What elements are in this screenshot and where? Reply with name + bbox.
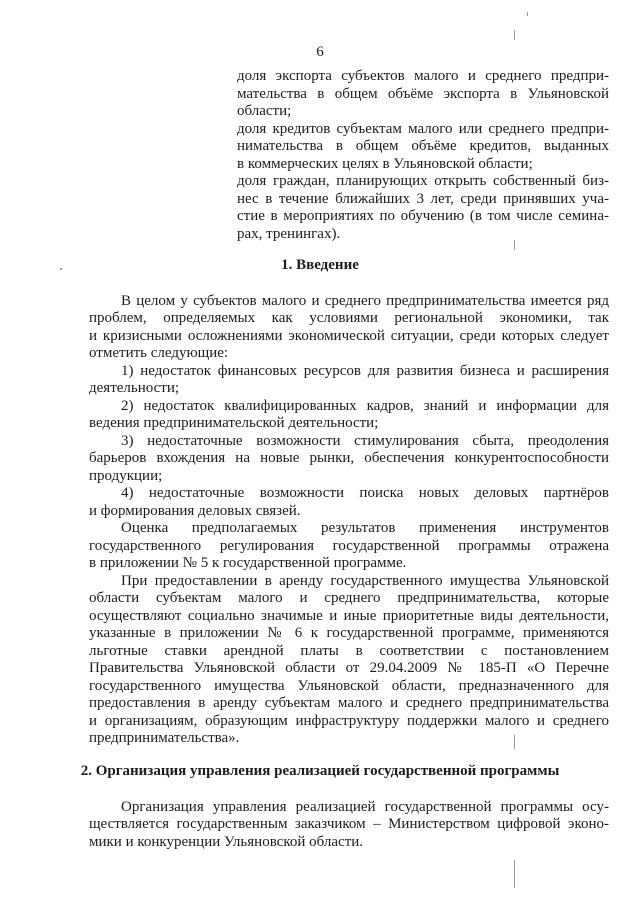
list-item-line: и формирования деловых связей. [89,503,301,519]
scan-mark [514,860,515,888]
indicator-line: доля экспорта субъектов малого и среднего предпри- [237,68,609,84]
scan-mark [527,12,528,16]
paragraph-line: льготные ставки арендной платы в соответствии с постановлением [89,643,609,659]
paragraph-line: ществляется государственным заказчиком – Министерством цифровой эконо- [89,816,609,832]
scan-mark [514,30,515,40]
list-item-line: 3) недостаточные возможности стимулирования сбыта, преодоления [121,433,609,449]
indicator-line: доля граждан, планирующих открыть собственный биз- [237,173,609,189]
page-number: 6 [316,44,324,60]
paragraph-line: мики и конкуренции Ульяновской области. [89,834,364,850]
paragraph-line: осуществляют социально значимые и иные приоритетные виды деятельности, [89,608,609,624]
paragraph-line: Оценка предполагаемых результатов применения инструментов [121,520,609,536]
paragraph-line: государственного имущества Ульяновской области, предназначенного для [89,678,609,694]
paragraph-line: При предоставлении в аренду государственного имущества Ульяновской [121,573,609,589]
indicator-line: рах, тренингах). [237,226,341,242]
list-item-line: 1) недостаток финансовых ресурсов для развития бизнеса и расширения [121,363,609,379]
indicator-line: нимательства в общем объёме кредитов, выданных [237,138,609,154]
list-item-line: продукции; [89,468,163,484]
scan-mark [514,240,515,250]
paragraph-line: области субъектам малого и среднего предпринимательства, которые [89,590,609,606]
list-item-line: 4) недостаточные возможности поиска новых деловых партнёров [121,485,609,501]
list-item-line: деятельности; [89,380,180,396]
paragraph-line: Организация управления реализацией государственной программы осу- [121,799,609,815]
indicator-line: области; [237,103,292,119]
list-item-line: барьеров вхождения на новые рынки, обеспечения конкурентоспособности [89,450,609,466]
section-heading: 2. Организация управления реализацией государственной программы [80,763,560,779]
indicator-line: мательства в общем объёме экспорта в Ульяновской [237,86,609,102]
indicator-line: доля кредитов субъектам малого или среднего предпри- [237,121,609,137]
section-heading: 1. Введение [281,257,359,273]
indicator-line: стие в мероприятиях по обучению (в том числе семина- [237,208,609,224]
paragraph-line: В целом у субъектов малого и среднего предпринимательства имеется ряд [121,293,609,309]
paragraph-line: отметить следующие: [89,345,229,361]
paragraph-line: в приложении № 5 к государственной программе. [89,555,407,571]
list-item-line: 2) недостаток квалифицированных кадров, знаний и информации для [121,398,609,414]
paragraph-line: указанные в приложении № 6 к государственной программе, применяются [89,625,609,641]
indicator-line: в коммерческих целях в Ульяновской области; [237,156,533,172]
scan-mark [514,735,515,749]
paragraph-line: предоставления в аренду субъектам малого и среднего предпринимательства [89,695,609,711]
scan-mark [60,268,62,270]
paragraph-line: предпринимательства». [89,730,240,746]
paragraph-line: государственного регулирования государственной программы отражена [89,538,609,554]
paragraph-line: Правительства Ульяновской области от 29.04.2009 № 185-П «О Перечне [89,660,609,676]
list-item-line: ведения предпринимательской деятельности; [89,415,379,431]
paragraph-line: и организациям, образующим инфраструктуру поддержки малого и среднего [89,713,609,729]
indicator-line: нес в течение ближайших 3 лет, среди принявших уча- [237,191,609,207]
paragraph-line: и кризисными осложнениями экономической ситуации, среди которых следует [89,328,609,344]
paragraph-line: проблем, определяемых как условиями региональной экономики, так [89,310,609,326]
